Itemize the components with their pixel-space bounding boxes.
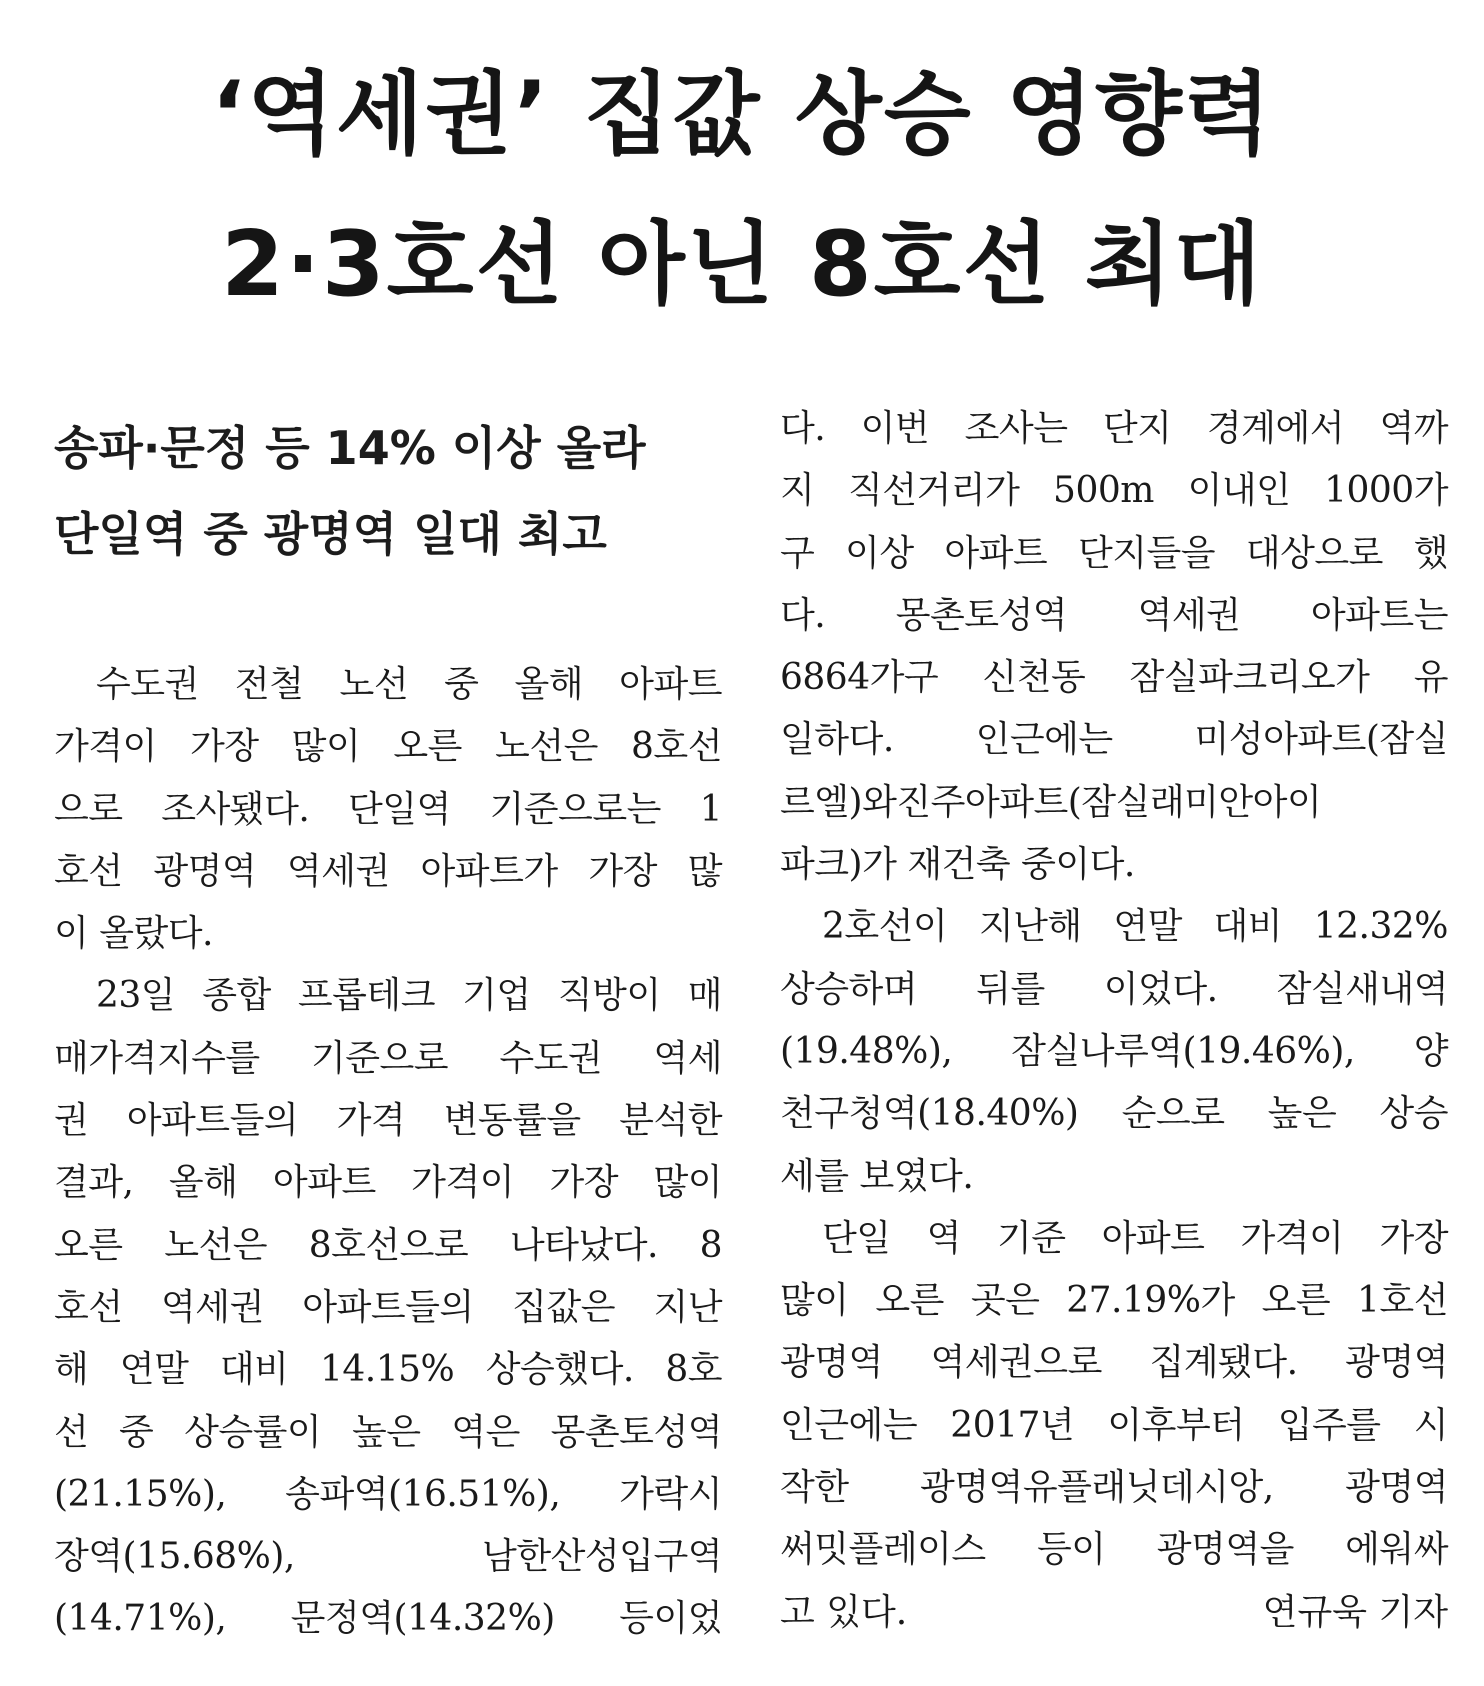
text-line: 이 올랐다. xyxy=(54,913,213,955)
text-line: 고 있다. xyxy=(780,1591,908,1633)
text-line: 구 이상 아파트 단지들을 대상으로 했 xyxy=(780,532,1448,574)
text-line: 결과, 올해 아파트 가격이 가장 많이 xyxy=(54,1162,722,1204)
paragraph xyxy=(54,654,722,965)
subheadline xyxy=(54,405,714,577)
text-line: (21.15%), 송파역(16.51%), 가락시 xyxy=(54,1473,722,1515)
text-line: 상승하며 뒤를 이었다. 잠실새내역 xyxy=(780,968,1448,1010)
paragraph xyxy=(54,965,722,1650)
text-line: 르엘)와진주아파트(잠실래미안아이 xyxy=(780,781,1322,823)
text-line: 파크)가 재건축 중이다. xyxy=(780,844,1135,886)
text-line: 해 연말 대비 14.15% 상승했다. 8호 xyxy=(54,1349,722,1391)
final-line-row xyxy=(780,1582,1448,1644)
text-line: 일하다. 인근에는 미성아파트(잠실 xyxy=(780,719,1448,761)
body-column-left xyxy=(54,654,722,1651)
subheadline-line-1: 송파·문정 등 14% 이상 올라 xyxy=(54,421,646,475)
text-line: 가격이 가장 많이 오른 노선은 8호선 xyxy=(54,726,722,768)
paragraph xyxy=(780,398,1448,896)
text-line: 오른 노선은 8호선으로 나타났다. 8 xyxy=(54,1224,722,1266)
text-line: (14.71%), 문정역(14.32%) 등이었 xyxy=(54,1598,722,1640)
text-line: (19.48%), 잠실나루역(19.46%), 양 xyxy=(780,1030,1448,1072)
text-line: 단일 역 기준 아파트 가격이 가장 xyxy=(822,1217,1448,1259)
byline: 연규욱 기자 xyxy=(1262,1591,1448,1633)
paragraph xyxy=(780,1208,1448,1582)
text-line: 2호선이 지난해 연말 대비 12.32% xyxy=(822,906,1448,948)
headline-line-2: 2·3호선 아닌 8호선 최대 xyxy=(221,212,1263,317)
text-line: 써밋플레이스 등이 광명역을 에워싸 xyxy=(780,1529,1448,1571)
text-line: 6864가구 신천동 잠실파크리오가 유 xyxy=(780,657,1448,699)
text-line: 선 중 상승률이 높은 역은 몽촌토성역 xyxy=(54,1411,722,1453)
text-line: 인근에는 2017년 이후부터 입주를 시 xyxy=(780,1404,1448,1446)
paragraph xyxy=(780,896,1448,1207)
headline xyxy=(0,40,1484,340)
text-line: 23일 종합 프롭테크 기업 직방이 매 xyxy=(96,975,722,1017)
text-line: 작한 광명역유플래닛데시앙, 광명역 xyxy=(780,1467,1448,1509)
text-line: 호선 역세권 아파트들의 집값은 지난 xyxy=(54,1286,722,1328)
text-line: 다. 이번 조사는 단지 경계에서 역까 xyxy=(780,408,1448,449)
text-line: 광명역 역세권으로 집계됐다. 광명역 xyxy=(780,1342,1448,1384)
text-line: 매가격지수를 기준으로 수도권 역세 xyxy=(54,1037,722,1079)
text-line: 권 아파트들의 가격 변동률을 분석한 xyxy=(54,1100,722,1142)
subheadline-line-2: 단일역 중 광명역 일대 최고 xyxy=(54,507,607,561)
text-line: 으로 조사됐다. 단일역 기준으로는 1 xyxy=(54,788,722,830)
body-column-right xyxy=(780,398,1448,1644)
text-line: 천구청역(18.40%) 순으로 높은 상승 xyxy=(780,1093,1448,1135)
text-line: 수도권 전철 노선 중 올해 아파트 xyxy=(96,664,722,705)
text-line: 장역(15.68%), 남한산성입구역 xyxy=(54,1536,722,1578)
text-line: 호선 광명역 역세권 아파트가 가장 많 xyxy=(54,850,722,892)
text-line: 세를 보였다. xyxy=(780,1155,974,1197)
text-line: 지 직선거리가 500m 이내인 1000가 xyxy=(780,470,1448,512)
headline-line-1: ‘역세권’ 집값 상승 영향력 xyxy=(211,62,1273,167)
text-line: 다. 몽촌토성역 역세권 아파트는 xyxy=(780,594,1448,636)
text-line: 많이 오른 곳은 27.19%가 오른 1호선 xyxy=(780,1280,1448,1322)
